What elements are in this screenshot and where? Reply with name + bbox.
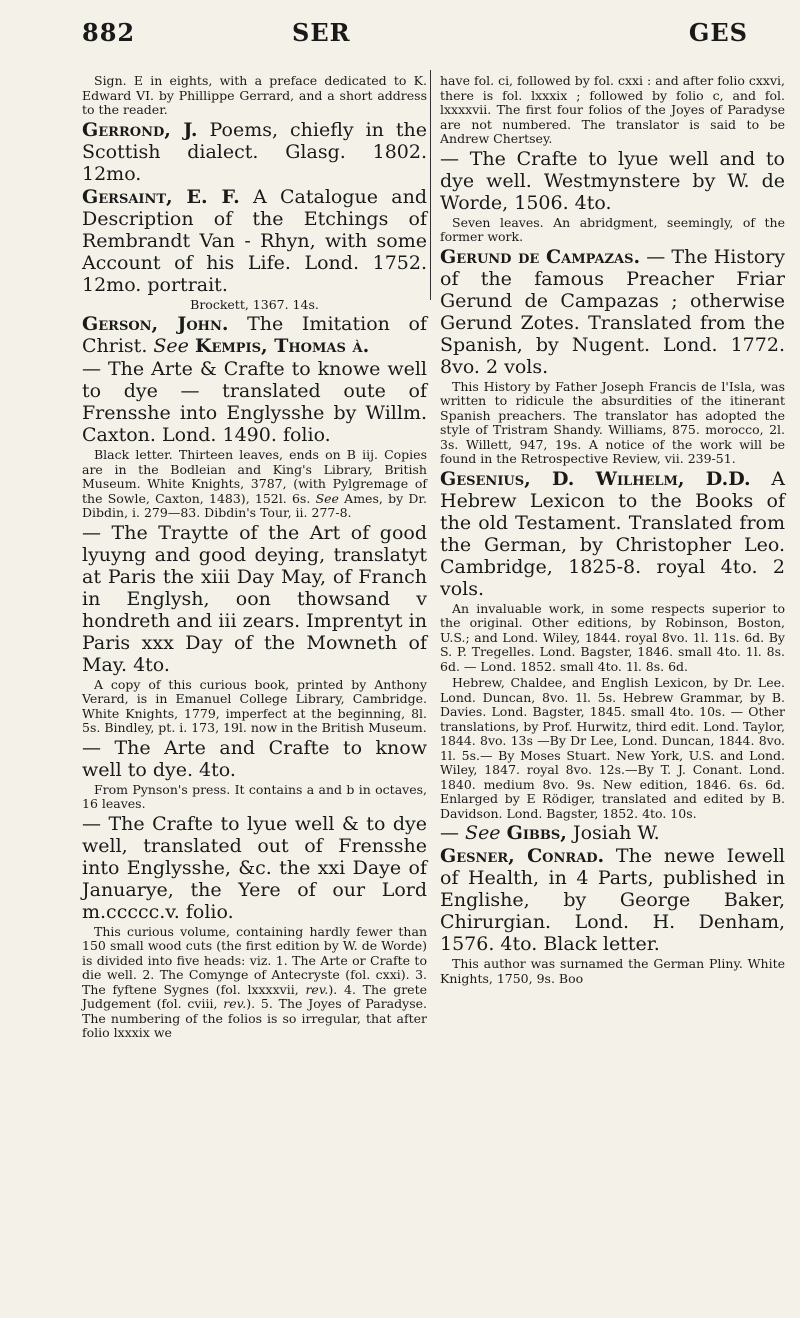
- entry-text: A Catalogue and Description of the Etchings of Rembrandt Van - Rhyn, with some Account of his Life. Lond. 1752. 12mo. portrait.: [82, 185, 427, 296]
- entry-note: [82, 925, 427, 1041]
- entry-text: — The Traytte of the Art of good lyuyng and good deying, translatyt at Paris the xiii Day May, of Franch in Englysh, oon thowsand v hondreth and iii zears. Imprentyt in Paris xxx Day of the Mowneth of May. 4to.: [82, 521, 427, 676]
- entry-text: From Pynson's press. It contains a and b in octaves, 16 leaves.: [82, 781, 427, 811]
- italic-text: See: [153, 335, 189, 357]
- entry-note: [82, 298, 427, 313]
- catalogue-entry: [82, 119, 427, 185]
- catalogue-entry: [82, 358, 427, 446]
- entry-note: [440, 380, 785, 467]
- entry-heading: Gesenius, D. Wilhelm, D.D.: [440, 467, 751, 490]
- entry-note: [440, 216, 785, 245]
- entry-heading: Gerrond, J.: [82, 118, 198, 141]
- entry-text: Ames, by Dr. Dibdin, i. 279—83. Dibdin's Tour, ii. 277-8.: [82, 490, 427, 520]
- entry-text: — The Arte & Crafte to knowe well to dye — translated oute of Frensshe into Englysshe by Willm. Caxton. Lond. 1490. folio.: [82, 358, 427, 446]
- entry-heading: Gersaint, E. F.: [82, 185, 240, 208]
- page-number: 882: [82, 18, 136, 47]
- entry-text: Poems, chiefly in the Scottish dialect. Glasg. 1802. 12mo.: [82, 118, 427, 185]
- left-running-head: SER: [292, 18, 351, 47]
- entry-text: Seven leaves. An abridgment, seemingly, of the former work.: [440, 214, 785, 244]
- entry-heading: Gibbs,: [506, 822, 567, 844]
- entry-text: This author was surnamed the German Pliny. White Knights, 1750, 9s. Boo: [440, 956, 785, 986]
- catalogue-entry: [440, 822, 785, 844]
- entry-text: The Imitation of Christ.: [82, 313, 427, 357]
- entry-text: Brockett, 1367. 14s.: [190, 296, 319, 312]
- italic-text: rev.: [223, 996, 247, 1011]
- italic-text: rev.: [305, 981, 329, 997]
- entry-text: Hebrew, Chaldee, and English Lexicon, by Dr. Lee. Lond. Duncan, 8vo. 1l. 5s. Hebrew Grammar, by B. Davies. Lond. Bagster, 1845. small 4to. 10s. — Other translations, by Prof. Hurwitz, third edit. Lond. Taylor, 1844. 8vo. 13s —By Dr Lee, Lond. Duncan, 1844. 8vo. 1l. 5s.— By Moses Stuart. New York, U.S. and Lond. Wiley, 1847. royal 8vo. 12s.—By T. J. Conant. Lond. 1840. medium 8vo. 9s. New edition, 1846. 6s. 6d. Enlarged by E Rödiger, translated and edited by B. Davidson. Lond. Bagster, 1852. 4to. 10s.: [440, 675, 785, 821]
- entry-note: [440, 74, 785, 147]
- catalogue-entry: [440, 148, 785, 214]
- entry-text: Josiah W.: [566, 822, 660, 844]
- entry-note: [440, 676, 785, 821]
- right-column: [440, 72, 785, 987]
- entry-text: ). 5. The Joyes of Paradyse. The numbering of the folios is so irregular, that after folio lxxxix we: [82, 996, 427, 1040]
- entry-note: [82, 678, 427, 736]
- entry-text: This curious volume, containing hardly fewer than 150 small wood cuts (the first edition by W. de Worde) is divided into five heads: viz. 1. The Arte or Crafte to die well. 2. The Comynge of Antecryste (fol. cxxi). 3. The fyftene Sygnes (fol. lxxxxvii,: [82, 923, 427, 997]
- column-rule: [430, 70, 431, 300]
- catalogue-entry: [440, 468, 785, 600]
- entry-text: have fol. ci, followed by fol. cxxi : and after folio cxxvi, there is fol. lxxxix ; followed by folio c, and fol. lxxxxvii. The first four folios of the Joyes of Paradyse are not numbered. The translator is said to be Andrew Chertsey.: [440, 73, 785, 146]
- catalogue-entry: [440, 246, 785, 378]
- entry-text: An invaluable work, in some respects superior to the original. Other editions, by Robinson, Boston, U.S.; and Lond. Wiley, 1844. royal 8vo. 1l. 11s. 6d. By S. P. Tregelles. Lond. Bagster, 1846. small 4to. 1l. 8s. 6d. — Lond. 1852. small 4to. 1l. 8s. 6d.: [440, 600, 785, 674]
- entry-text: A copy of this curious book, printed by Anthony Verard, is in Emanuel College Library, Cambridge. White Knights, 1779, imperfect at the beginning, 8l. 5s. Bindley, pt. i. 173, 19l. now in the British Museum.: [82, 676, 427, 735]
- catalogue-entry: [82, 313, 427, 357]
- italic-text: See: [315, 490, 339, 506]
- right-running-head: GES: [688, 18, 748, 47]
- entry-heading: Gerson, John.: [82, 313, 229, 335]
- running-header: [82, 18, 760, 58]
- catalogue-entry: [82, 186, 427, 296]
- entry-heading: Gerund de Campazas.: [440, 245, 641, 268]
- entry-text: — The History of the famous Preacher Friar Gerund de Campazas ; otherwise Gerund Zotes. Translated from the Spanish, by Nugent. Lond. 1772. 8vo. 2 vols.: [440, 245, 786, 378]
- italic-text: See: [465, 822, 501, 844]
- entry-text: — The Arte and Crafte to know well to dye. 4to.: [82, 736, 427, 781]
- entry-heading: Kempis, Thomas à.: [194, 335, 370, 357]
- entry-text: — The Crafte to lyue well & to dye well, translated out of Frensshe into Englysshe, &c. the xxi Daye of Januarye, the Yere of our Lord m.ccccc.v. folio.: [82, 812, 427, 923]
- entry-text: This History by Father Joseph Francis de l'Isla, was written to ridicule the absurdities of the itinerant Spanish preachers. The translator has adopted the style of Tristram Shandy. Williams, 875. morocco, 2l. 3s. Willett, 947, 19s. A notice of the work will be found in the Retrospective Review, vii. 239-51.: [440, 378, 785, 466]
- entry-text: Sign. E in eights, with a preface dedicated to K. Edward VI. by Phillippe Gerrard, and a short address to the reader.: [82, 73, 427, 117]
- entry-note: [82, 448, 427, 521]
- entry-text: Black letter. Thirteen leaves, ends on B iij. Copies are in the Bodleian and King's Library, British Museum. White Knights, 3787, (with Pylgremage of the Sowle, Caxton, 1483), 152l. 6s.: [82, 447, 427, 506]
- left-column: [82, 72, 427, 1042]
- entry-text: ). 4. The grete Judgement (fol. cviii,: [82, 981, 427, 1011]
- catalogue-entry: [82, 737, 427, 781]
- catalogue-entry: [82, 813, 427, 923]
- entry-text: A Hebrew Lexicon to the Books of the old Testament. Translated from the German, by Christopher Leo. Cambridge, 1825-8. royal 4to. 2 vols.: [440, 467, 785, 600]
- entry-text: — The Crafte to lyue well and to dye well. Westmynstere by W. de Worde, 1506. 4to.: [440, 147, 785, 214]
- entry-text: —: [440, 822, 466, 844]
- entry-text: The newe Iewell of Health, in 4 Parts, published in Englishe, by George Baker, Chirurgian. Lond. H. Denham, 1576. 4to. Black letter.: [440, 845, 785, 955]
- entry-note: [82, 783, 427, 812]
- catalogue-entry: [440, 845, 785, 955]
- entry-note: [440, 957, 785, 986]
- entry-heading: Gesner, Conrad.: [440, 845, 605, 867]
- catalogue-entry: [82, 522, 427, 676]
- entry-note: [440, 602, 785, 675]
- entry-note: [82, 74, 427, 118]
